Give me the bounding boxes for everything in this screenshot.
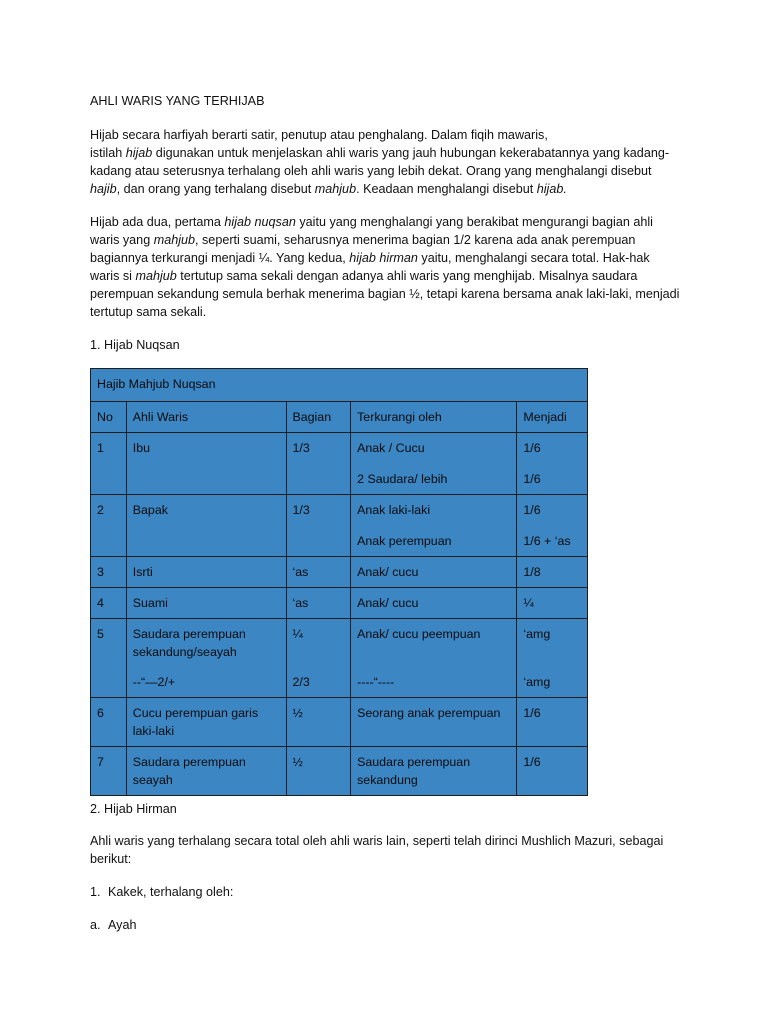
- cell-text: ‘amg: [523, 627, 551, 641]
- cell-text: ‘amg: [523, 675, 551, 689]
- cell-no: 4: [91, 588, 127, 619]
- text-run: yaitu, menghalangi secara total. Hak-hak waris si: [90, 251, 650, 283]
- list-marker: a.: [90, 918, 101, 932]
- cell-text: ¼: [292, 627, 303, 641]
- cell-text: 1/3: [292, 503, 310, 517]
- cell-terkurangi: Seorang anak perempuan: [351, 698, 517, 747]
- cell-no: 7: [91, 747, 127, 796]
- cell-bagian: [286, 495, 351, 557]
- text-run: tertutup sama sekali dengan adanya ahli waris yang menghijab. Misalnya saudara perempuan sekandung semula berhak menerima bagian ½, tetapi karena bersama anak laki-laki, menjadi tertutup sama sekali.: [90, 269, 680, 319]
- cell-text: 1/6: [523, 503, 541, 517]
- list-item-kakek: [90, 883, 680, 901]
- header-menjadi: Menjadi: [517, 402, 588, 433]
- cell-no: 1: [91, 433, 127, 495]
- text-run: . Keadaan menghalangi disebut: [356, 182, 537, 196]
- cell-terkurangi: Saudara perempuan sekandung: [351, 747, 517, 796]
- header-no: No: [91, 402, 127, 433]
- table-caption: Hajib Mahjub Nuqsan: [91, 369, 588, 402]
- cell-text: 2/3: [292, 675, 310, 689]
- header-bagian: Bagian: [286, 402, 351, 433]
- cell-ahli-waris: Isrti: [126, 557, 286, 588]
- cell-ahli-waris: Cucu perempuan garis laki-laki: [126, 698, 286, 747]
- table-row: [91, 588, 588, 619]
- list-item-ayah: [90, 916, 680, 934]
- cell-bagian: ‘as: [286, 557, 351, 588]
- cell-text: Bapak: [132, 503, 168, 517]
- header-terkurangi-oleh: Terkurangi oleh: [351, 402, 517, 433]
- table-row: [91, 698, 588, 747]
- cell-no: 3: [91, 557, 127, 588]
- paragraph-hirman-intro: Ahli waris yang terhalang secara total oleh ahli waris lain, seperti telah dirinci Mushlich Mazuri, sebagai berikut:: [90, 834, 664, 866]
- cell-menjadi: [517, 433, 588, 495]
- cell-terkurangi: Anak/ cucu: [351, 588, 517, 619]
- italic-term: hijab nuqsan: [224, 215, 296, 229]
- document-heading: AHLI WARIS YANG TERHIJAB: [90, 94, 265, 108]
- cell-no: 2: [91, 495, 127, 557]
- cell-text: 1/3: [292, 441, 310, 455]
- cell-text: 2 Saudara/ lebih: [357, 472, 448, 486]
- cell-bagian: ½: [286, 698, 351, 747]
- paragraph-hijab-types: [90, 213, 680, 321]
- cell-bagian: ½: [286, 747, 351, 796]
- italic-term: mahjub: [135, 269, 177, 283]
- cell-ahli-waris: Suami: [126, 588, 286, 619]
- text-run: Hijab secara harfiyah berarti satir, penutup atau penghalang. Dalam fiqih mawaris,: [90, 128, 548, 142]
- table-header-row: [91, 402, 588, 433]
- cell-menjadi: 1/6: [517, 698, 588, 747]
- list-marker: 1.: [90, 885, 101, 899]
- cell-ahli-waris: [126, 495, 286, 557]
- cell-terkurangi: Anak/ cucu: [351, 557, 517, 588]
- text-run: istilah: [90, 146, 126, 160]
- cell-text: Anak laki-laki: [357, 503, 431, 517]
- text-run: digunakan untuk menjelaskan ahli waris yang jauh hubungan kekerabatannya yang kadang-kadang atau seterusnya terhalang oleh ahli waris yang lebih dekat. Orang yang menghalangi disebut: [90, 146, 670, 178]
- text-run: , dan orang yang terhalang disebut: [116, 182, 315, 196]
- document-page: [90, 92, 680, 949]
- cell-menjadi: 1/8: [517, 557, 588, 588]
- italic-term: hijab: [125, 146, 153, 160]
- cell-ahli-waris: [126, 433, 286, 495]
- cell-menjadi: ¼: [517, 588, 588, 619]
- italic-term: hijab.: [536, 182, 567, 196]
- paragraph-hijab-definition: [90, 126, 680, 198]
- hijab-nuqsan-table: [90, 368, 588, 796]
- table-row: [91, 495, 588, 557]
- cell-text: Ibu: [132, 441, 151, 455]
- italic-term: mahjub: [153, 233, 196, 247]
- table-row: [91, 619, 588, 698]
- table-row: [91, 747, 588, 796]
- cell-ahli-waris: Saudara perempuan seayah: [126, 747, 286, 796]
- cell-terkurangi: [351, 433, 517, 495]
- text-run: , seperti suami, seharusnya menerima bagian 1/2 karena ada anak perempuan bagiannya terkurangi menjadi ¼. Yang kedua,: [90, 233, 636, 265]
- list-text: Ayah: [108, 918, 137, 932]
- cell-text: Anak / Cucu: [357, 441, 425, 455]
- cell-terkurangi: [351, 619, 517, 698]
- cell-menjadi: 1/6: [517, 747, 588, 796]
- cell-no: 5: [91, 619, 127, 698]
- cell-menjadi: [517, 495, 588, 557]
- list-text: Kakek, terhalang oleh:: [108, 885, 234, 899]
- italic-term: hijab hirman: [349, 251, 418, 265]
- italic-term: hajib: [90, 182, 117, 196]
- cell-text: Anak perempuan: [357, 534, 452, 548]
- cell-text: ----“----: [357, 675, 395, 689]
- cell-bagian: [286, 433, 351, 495]
- cell-ahli-waris: [126, 619, 286, 698]
- cell-text: 1/6: [523, 441, 541, 455]
- cell-menjadi: [517, 619, 588, 698]
- cell-no: 6: [91, 698, 127, 747]
- cell-text: 1/6 + ‘as: [523, 534, 571, 548]
- cell-text: 1/6: [523, 472, 541, 486]
- cell-text: Saudara perempuan sekandung/seayah: [132, 627, 246, 659]
- cell-bagian: [286, 619, 351, 698]
- text-run: Hijab ada dua, pertama: [90, 215, 225, 229]
- header-ahli-waris: Ahli Waris: [126, 402, 286, 433]
- italic-term: mahjub: [314, 182, 357, 196]
- section-heading-hijab-hirman: 2. Hijab Hirman: [90, 802, 177, 816]
- cell-terkurangi: [351, 495, 517, 557]
- cell-bagian: ‘as: [286, 588, 351, 619]
- table-row: [91, 557, 588, 588]
- table-row: [91, 433, 588, 495]
- section-heading-hijab-nuqsan: 1. Hijab Nuqsan: [90, 338, 180, 352]
- cell-text: Anak/ cucu peempuan: [357, 627, 481, 641]
- text-run: yaitu yang menghalangi yang berakibat mengurangi bagian ahli waris yang: [90, 215, 653, 247]
- cell-text: --“—2/+: [132, 675, 176, 689]
